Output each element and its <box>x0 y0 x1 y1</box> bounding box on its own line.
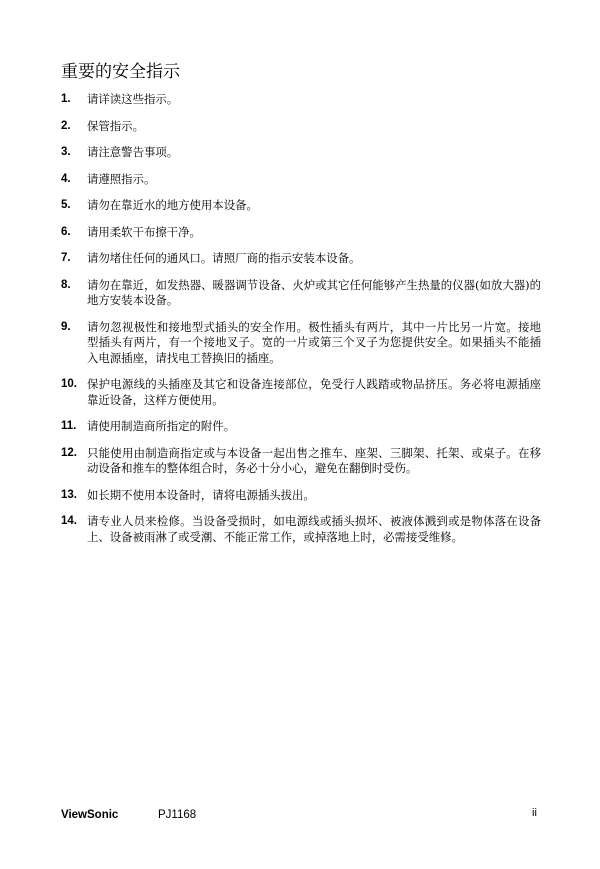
instruction-item-3 <box>61 145 541 161</box>
item-number: 12. <box>61 446 77 459</box>
item-number: 14. <box>61 515 77 527</box>
item-text: 如长期不使用本设备时，请将电源插头拔出。 <box>87 487 315 502</box>
item-text: 请专业人员来检修。当设备受损时，如电源线或插头损坏、被液体溅到或是物体落在设备上、设备被雨淋了或受潮、不能正常工作，或掉落地上时，必需接受维修。 <box>87 514 541 544</box>
item-number: 4. <box>61 172 71 185</box>
item-text: 请用柔软干布擦干净。 <box>87 224 201 239</box>
instruction-list <box>61 92 541 556</box>
item-text: 只能使用由制造商指定或与本设备一起出售之推车、座架、三脚架、托架、或桌子。在移动设备和推车的整体组合时，务必十分小心，避免在翻倒时受伤。 <box>87 445 541 475</box>
item-text: 请勿忽视极性和接地型式插头的安全作用。极性插头有两片，其中一片比另一片宽。接地型插头有两片，有一个接地叉子。宽的一片或第三个叉子为您提供安全。如果插头不能插入电源插座，请找电工替换旧的插座。 <box>87 319 541 365</box>
item-text: 请遵照指示。 <box>87 171 156 186</box>
instruction-item-8 <box>61 278 541 309</box>
footer-model: PJ1168 <box>158 809 197 821</box>
instruction-item-9 <box>61 320 541 367</box>
item-number: 6. <box>61 225 71 238</box>
item-text: 保管指示。 <box>87 118 144 133</box>
item-text: 请详读这些指示。 <box>87 92 179 106</box>
instruction-item-14 <box>61 514 541 545</box>
item-number: 2. <box>61 119 71 132</box>
instruction-item-11 <box>61 419 541 435</box>
instruction-item-10 <box>61 377 541 408</box>
item-number: 7. <box>61 252 71 264</box>
item-number: 5. <box>61 199 71 211</box>
item-text: 保护电源线的头插座及其它和设备连接部位，免受行人践踏或物品挤压。务必将电源插座靠近设备，这样方便使用。 <box>87 377 541 407</box>
item-number: 8. <box>61 278 71 291</box>
item-number: 11. <box>61 420 77 432</box>
item-text: 请勿堵住任何的通风口。请照厂商的指示安装本设备。 <box>87 251 361 265</box>
page-number: ii <box>532 807 537 819</box>
footer-brand: ViewSonic <box>61 809 119 821</box>
item-text: 请勿在靠近，如发热器、暖器调节设备、火炉或其它任何能够产生热量的仪器(如放大器)的地方安装本设备。 <box>87 277 541 307</box>
item-text: 请勿在靠近水的地方使用本设备。 <box>87 198 258 212</box>
instruction-item-12 <box>61 446 541 477</box>
item-text: 请注意警告事项。 <box>87 145 179 159</box>
instruction-item-4 <box>61 172 541 188</box>
item-number: 1. <box>61 93 71 105</box>
instruction-item-13 <box>61 488 541 504</box>
page-title: 重要的安全指示 <box>61 62 180 82</box>
item-number: 3. <box>61 146 71 158</box>
item-number: 9. <box>61 320 71 333</box>
item-text: 请使用制造商所指定的附件。 <box>87 419 236 433</box>
item-number: 10. <box>61 378 77 390</box>
instruction-item-1 <box>61 92 541 108</box>
instruction-item-7 <box>61 251 541 267</box>
item-number: 13. <box>61 488 77 501</box>
instruction-item-6 <box>61 225 541 241</box>
instruction-item-2 <box>61 119 541 135</box>
instruction-item-5 <box>61 198 541 214</box>
